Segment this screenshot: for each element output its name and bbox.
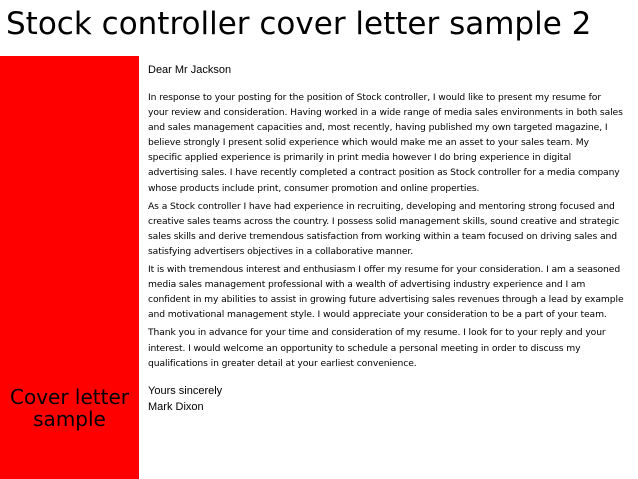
letter-paragraph: As a Stock controller I have had experience in recruiting, developing and mentoring strong focused and creative sales teams across the country. I possess solid management skills, sound creative and strategic sales skills and derive tremendous satisfaction from working within a team focused on driving sales and satisfying advertisers objectives in a collaborative manner. [148, 200, 620, 257]
panel-label-line1: Cover letter [10, 385, 129, 409]
closing: Yours sincerely [148, 384, 223, 397]
salutation: Dear Mr Jackson [148, 64, 232, 76]
panel-label-line2: sample [33, 407, 106, 431]
letter-paragraph: It is with tremendous interest and enthusiasm I offer my resume for your consideration. I am a seasoned media sales management professional with a wealth of advertising industry experience and I am confident in my abilities to assist in growing future advertising sales revenues through a lead by example and motivational management style. I would appreciate your consideration to be a part of your team. [148, 264, 624, 321]
letter-paragraph: In response to your posting for the position of Stock controller, I would like to present my resume for your review and consideration. Having worked in a wide range of media sales environments in both sales and sales management capacities and, most recently, having published my own targeted magazine, I believe strongly I present solid experience which would make me an asset to your sales team. My specific applied experience is primarily in print media however I do bring experience in digital advertising sales. I have recently completed a contract position as Stock controller for a media company whose products include print, consumer promotion and online properties. [148, 92, 623, 194]
letter-paragraph: Thank you in advance for your time and consideration of my resume. I look for to your reply and your interest. I would welcome an opportunity to schedule a personal meeting in order to discuss my qualifications in greater detail at your earliest convenience. [148, 327, 606, 369]
panel-label [0, 386, 139, 430]
cover-letter [148, 63, 624, 415]
slide-title: Stock controller cover letter sample 2 [6, 6, 592, 42]
signature: Mark Dixon [148, 400, 204, 413]
